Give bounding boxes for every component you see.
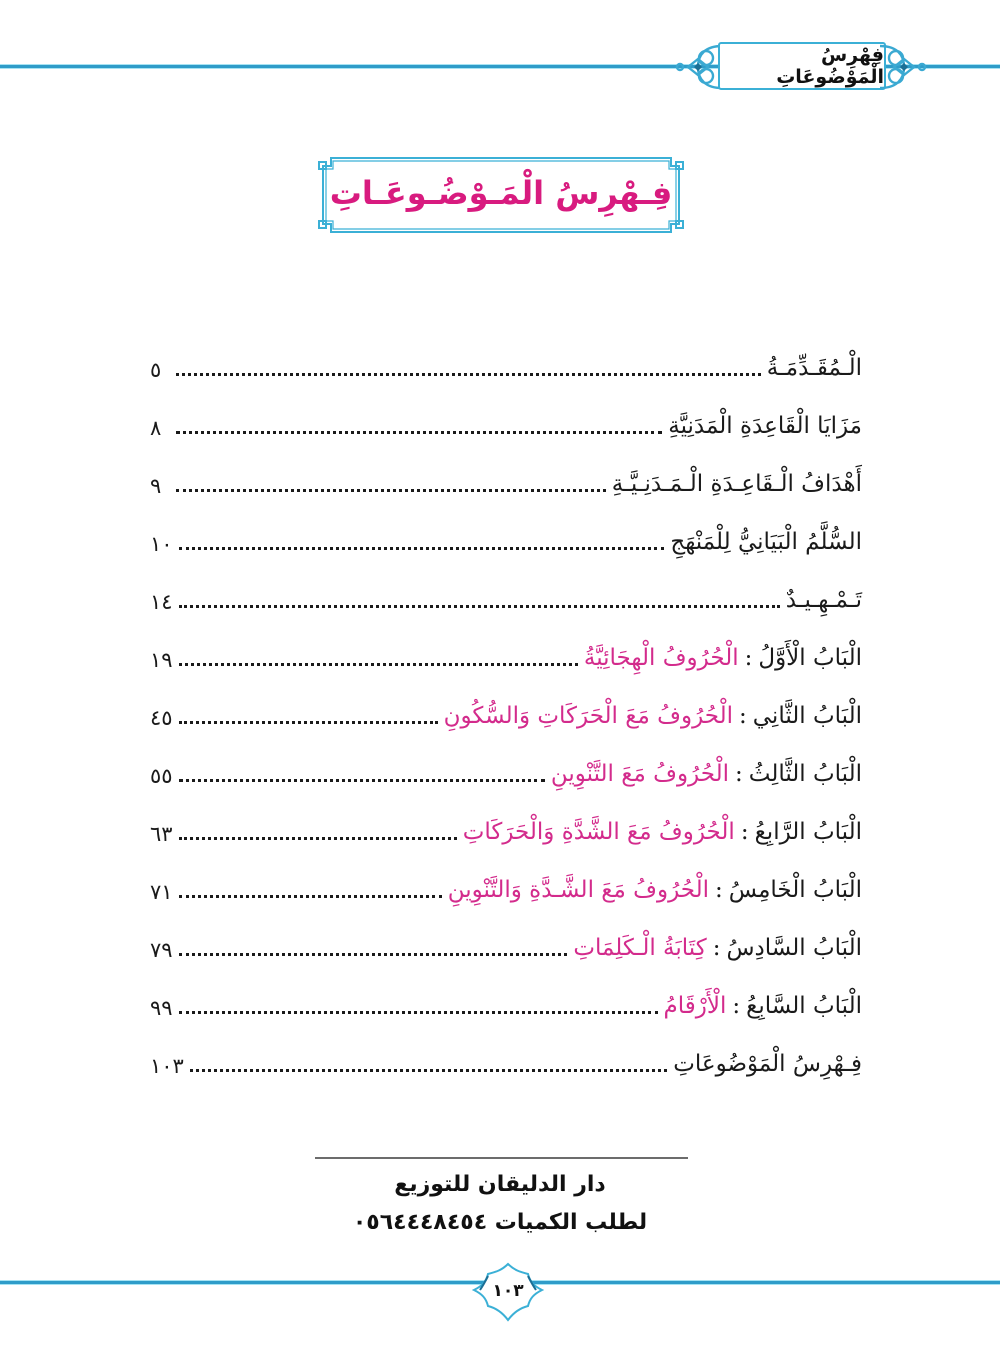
- toc-entry-title: [463, 819, 862, 847]
- toc-entry-title: [584, 645, 862, 673]
- arabesque-ornament-icon: [878, 40, 934, 94]
- page-number: ١٠٣: [492, 1281, 524, 1301]
- toc-entry[interactable]: [150, 615, 862, 673]
- table-of-contents: [150, 325, 862, 1079]
- separator: :: [732, 993, 741, 1020]
- toc-entry[interactable]: [150, 673, 862, 731]
- dot-leader: [176, 431, 662, 434]
- toc-page-number: ٥٥: [150, 763, 173, 788]
- dot-leader: [176, 373, 761, 376]
- toc-page-number: ٥: [150, 357, 162, 382]
- toc-page-number: ٧١: [150, 879, 173, 904]
- toc-page-number: ١٠: [150, 531, 173, 556]
- separator: :: [739, 703, 747, 730]
- dot-leader: [179, 895, 442, 898]
- toc-page-number: ٧٩: [150, 937, 173, 962]
- toc-page-number: ١٤: [150, 589, 173, 614]
- toc-page-number: ٤٥: [150, 705, 173, 730]
- toc-entry-title: [573, 935, 862, 963]
- separator: :: [740, 819, 749, 846]
- chapter-label: الْبَابُ الثَّالِثُ: [748, 761, 862, 788]
- toc-entry[interactable]: [150, 963, 862, 1021]
- toc-entry[interactable]: [150, 847, 862, 905]
- chapter-label: الْبَابُ الْأَوَّلُ: [758, 645, 862, 672]
- footer-divider: [315, 1157, 688, 1159]
- dot-leader: [179, 547, 665, 550]
- page-title-frame: [313, 156, 689, 234]
- chapter-label: الْبَابُ الْخَامِسُ: [728, 877, 862, 904]
- chapter-subtitle: الْحُرُوفُ الْهِجَائِيَّةُ: [583, 645, 739, 672]
- toc-entry[interactable]: [150, 557, 862, 615]
- chapter-subtitle: الْحُرُوفُ مَعَ التَّنْوِينِ: [550, 761, 729, 788]
- toc-entry[interactable]: [150, 325, 862, 383]
- chapter-subtitle: الْحُرُوفُ مَعَ الشَّدَّةِ وَالْحَرَكَاتِ: [462, 819, 735, 846]
- arabesque-ornament-icon: [668, 40, 724, 94]
- toc-page-number: ٦٣: [150, 821, 173, 846]
- page-title: فِـهْرِسُ الْمَـوْضُـوعَـاتِ: [329, 174, 673, 212]
- chapter-label: الْبَابُ السَّادِسُ: [726, 935, 862, 962]
- toc-entry[interactable]: [150, 499, 862, 557]
- chapter-label: الْبَابُ السَّابِعُ: [746, 993, 862, 1020]
- toc-entry-title: مَزَايَا الْقَاعِدَةِ الْمَدَنِيَّةِ: [668, 413, 862, 440]
- toc-entry-title: تَـمْـهِـيـدٌ: [785, 587, 862, 614]
- toc-page-number: ٩: [150, 473, 162, 498]
- toc-entry-title: [551, 761, 862, 789]
- running-header-badge: [668, 40, 934, 94]
- dot-leader: [179, 1011, 658, 1014]
- toc-page-number: ٩٩: [150, 995, 173, 1020]
- dot-leader: [190, 1069, 667, 1072]
- chapter-label: الْبَابُ الرَّابِعُ: [754, 819, 862, 846]
- dot-leader: [179, 837, 457, 840]
- toc-entry[interactable]: [150, 789, 862, 847]
- toc-page-number: ١٩: [150, 647, 173, 672]
- toc-entry[interactable]: [150, 1021, 862, 1079]
- toc-entry-title: أَهْدَافُ الْـقَاعِـدَةِ الْـمَـدَنِـيَّـةِ: [611, 471, 862, 498]
- toc-entry-title: [448, 877, 862, 905]
- toc-entry[interactable]: [150, 905, 862, 963]
- separator: :: [712, 935, 721, 962]
- separator: :: [744, 645, 753, 672]
- dot-leader: [179, 663, 578, 666]
- dot-leader: [179, 779, 545, 782]
- dot-leader: [179, 605, 780, 608]
- chapter-label: الْبَابُ الثَّانِي: [752, 703, 862, 730]
- toc-page-number: ١٠٣: [150, 1053, 184, 1078]
- toc-entry-title: [664, 993, 863, 1021]
- toc-entry-title: الْـمُقَـدِّمَـةُ: [766, 355, 862, 382]
- separator: :: [735, 761, 743, 788]
- chapter-subtitle: كِتَابَةُ الْـكَلِمَاتِ: [573, 935, 707, 962]
- toc-entry-title: [444, 703, 862, 731]
- toc-entry-title: فِـهْرِسُ الْمَوْضُوعَاتِ: [673, 1051, 862, 1078]
- page-number-badge: [472, 1262, 544, 1322]
- orders-phone: لطلب الكميات ٠٥٦٤٤٤٨٤٥٤: [352, 1210, 648, 1235]
- dot-leader: [176, 489, 606, 492]
- running-header-title: فِهْرِسُ الْمَوْضُوعَاتِ: [718, 42, 886, 90]
- toc-page-number: ٨: [150, 415, 162, 440]
- separator: :: [715, 877, 723, 904]
- chapter-subtitle: الْأَرْقَامُ: [663, 993, 727, 1020]
- chapter-subtitle: الْحُرُوفُ مَعَ الشَّـدَّةِ وَالتَّنْوِينِ: [447, 877, 710, 904]
- toc-entry[interactable]: [150, 441, 862, 499]
- dot-leader: [179, 721, 438, 724]
- toc-entry[interactable]: [150, 731, 862, 789]
- publisher-name: دار الدليقان للتوزيع: [394, 1172, 606, 1197]
- dot-leader: [179, 953, 568, 956]
- chapter-subtitle: الْحُرُوفُ مَعَ الْحَرَكَاتِ وَالسُّكُونِ: [443, 703, 734, 730]
- toc-entry[interactable]: [150, 383, 862, 441]
- toc-entry-title: السُّلَّمُ الْبَيَانِيُّ لِلْمَنْهَجِ: [670, 529, 862, 556]
